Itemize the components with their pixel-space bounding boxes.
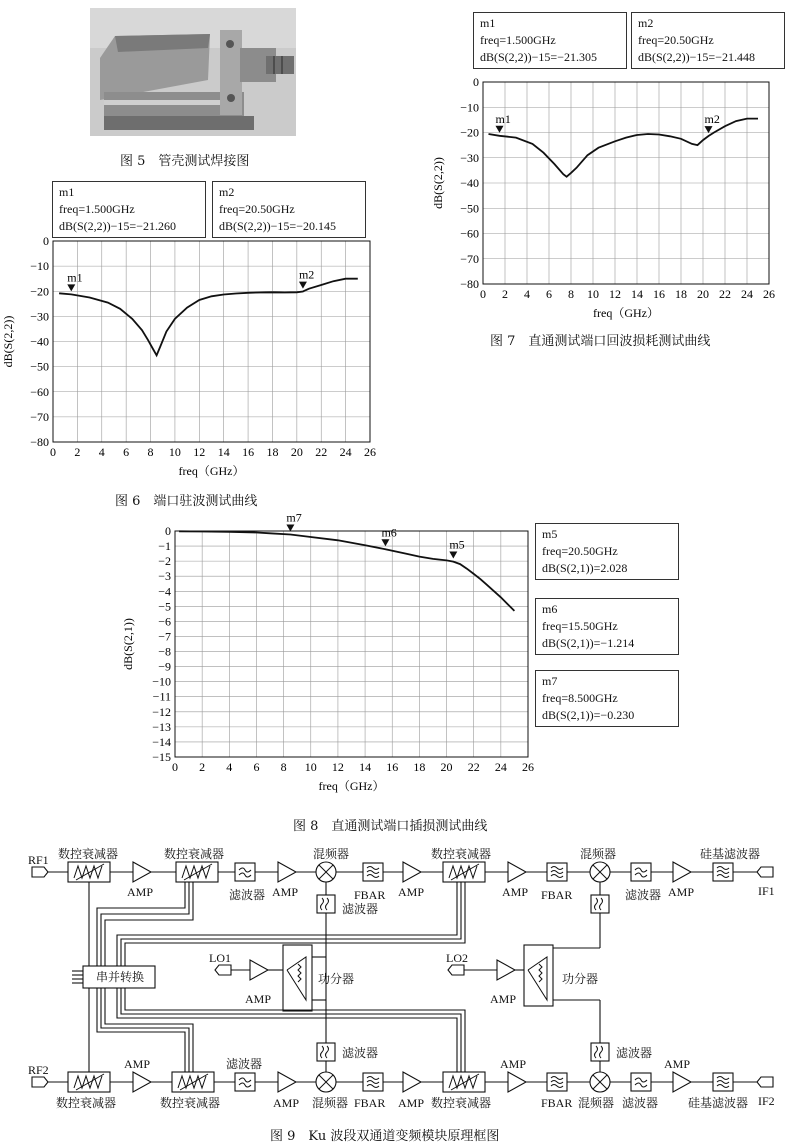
ch1-amp-2 xyxy=(278,862,296,882)
marker-value: dB(S(2,1))=−1.214 xyxy=(542,636,635,650)
x-axis-label: freq（GHz） xyxy=(178,464,245,478)
x-tick-label: 4 xyxy=(226,760,233,774)
ch2-fbar-1-label: FBAR xyxy=(354,1096,386,1110)
ch1-lo-filter-1-label: 滤波器 xyxy=(342,902,379,916)
x-tick-label: 18 xyxy=(675,287,687,301)
y-tick-label: −40 xyxy=(30,334,49,349)
ch2-atten-3-label: 数控衰减器 xyxy=(431,1096,492,1110)
lo2-splitter xyxy=(524,945,553,1006)
marker-freq: freq=20.50GHz xyxy=(638,33,714,47)
fig5-caption: 图 5 管壳测试焊接图 xyxy=(120,154,250,169)
ch2-lo-filter-2-label: 滤波器 xyxy=(616,1046,653,1060)
x-tick-label: 4 xyxy=(98,445,105,459)
marker-freq: freq=1.500GHz xyxy=(59,202,135,216)
fig8-chart xyxy=(0,505,560,815)
y-tick-label: −10 xyxy=(30,259,49,274)
x-tick-label: 26 xyxy=(522,760,534,774)
marker-label: m6 xyxy=(381,525,397,540)
x-tick-label: 24 xyxy=(741,287,753,301)
ch2-mixer-2-label: 混频器 xyxy=(578,1096,615,1110)
marker-value: dB(S(2,2))−15=−21.448 xyxy=(638,50,755,64)
ch1-amp-5-label: AMP xyxy=(668,885,695,899)
x-tick-label: 0 xyxy=(480,287,486,301)
y-tick-label: −20 xyxy=(30,284,49,299)
lo2-splitter-label: 功分器 xyxy=(562,972,599,986)
y-axis-label: dB(S(2,1)) xyxy=(121,618,135,670)
marker-label: m5 xyxy=(542,527,558,541)
marker-label: m2 xyxy=(638,16,654,30)
marker-label: m7 xyxy=(542,674,558,688)
y-tick-label: −7 xyxy=(158,629,171,644)
x-tick-label: 6 xyxy=(123,445,130,459)
plot-frame xyxy=(175,531,528,757)
if2-port-icon xyxy=(757,1077,773,1087)
x-tick-label: 22 xyxy=(719,287,731,301)
ch2-amp-4-label: AMP xyxy=(500,1057,527,1071)
fig6-chart xyxy=(0,230,400,490)
if2-label: IF2 xyxy=(758,1094,775,1108)
x-tick-label: 24 xyxy=(339,445,352,459)
marker-value: dB(S(2,2))−15=−20.145 xyxy=(219,219,336,233)
ch1-atten-2-label: 数控衰减器 xyxy=(164,847,225,861)
lo1-port-icon xyxy=(215,965,231,975)
marker-label: m2 xyxy=(298,267,315,282)
x-tick-label: 16 xyxy=(653,287,665,301)
ch2-atten-1-label: 数控衰减器 xyxy=(56,1096,117,1110)
ch1-mixer-1-label: 混频器 xyxy=(313,847,350,861)
x-axis-label: freq（GHz） xyxy=(318,779,385,793)
ch2-si-filter-label: 硅基滤波器 xyxy=(688,1096,749,1110)
x-tick-label: 8 xyxy=(147,445,154,459)
y-tick-label: −14 xyxy=(152,734,171,749)
ch1-amp-4-label: AMP xyxy=(502,885,529,899)
ch2-amp-1 xyxy=(133,1072,151,1092)
x-tick-label: 6 xyxy=(546,287,552,301)
marker-triangle xyxy=(705,126,713,133)
x-tick-label: 6 xyxy=(253,760,260,774)
ch1-atten-3-label: 数控衰减器 xyxy=(431,847,492,861)
ch2-lo-filter-1 xyxy=(317,1043,335,1061)
fig6-caption: 图 6 端口驻波测试曲线 xyxy=(115,494,258,509)
ch2-filter-1-label: 滤波器 xyxy=(226,1057,263,1071)
ch1-filter-2-label: 滤波器 xyxy=(625,888,662,902)
y-tick-label: −60 xyxy=(460,226,479,241)
x-tick-label: 0 xyxy=(172,760,178,774)
marker-freq: freq=8.500GHz xyxy=(542,691,618,705)
x-tick-label: 16 xyxy=(242,445,255,459)
y-tick-label: −8 xyxy=(158,644,171,659)
marker-value: dB(S(2,2))−15=−21.305 xyxy=(480,50,597,64)
x-tick-label: 20 xyxy=(440,760,453,774)
marker-label: m1 xyxy=(480,16,496,30)
marker-value: dB(S(2,1))=−0.230 xyxy=(542,708,635,722)
ch1-amp-4 xyxy=(508,862,526,882)
y-tick-label: −50 xyxy=(460,201,479,216)
ch1-lo-filter-2 xyxy=(591,895,609,913)
marker-label: m2 xyxy=(704,112,720,127)
y-tick-label: −60 xyxy=(30,384,49,399)
ch1-amp-2-label: AMP xyxy=(272,885,299,899)
ch1-mixer-2-label: 混频器 xyxy=(580,847,617,861)
ch1-amp-1 xyxy=(133,862,151,882)
y-tick-label: −5 xyxy=(158,599,171,614)
y-tick-label: −50 xyxy=(30,359,49,374)
ch1-filter-2 xyxy=(631,863,651,881)
x-tick-label: 4 xyxy=(524,287,530,301)
x-tick-label: 10 xyxy=(304,760,317,774)
marker-triangle xyxy=(286,524,294,531)
lo2-amp xyxy=(497,960,515,980)
x-tick-label: 12 xyxy=(609,287,621,301)
x-tick-label: 16 xyxy=(386,760,399,774)
lo2-amp-label: AMP xyxy=(490,992,517,1006)
y-tick-label: −13 xyxy=(152,719,171,734)
x-tick-label: 2 xyxy=(199,760,206,774)
ch2-mixer-1-label: 混频器 xyxy=(312,1096,349,1110)
x-tick-label: 12 xyxy=(331,760,344,774)
x-tick-label: 14 xyxy=(217,445,230,459)
marker-label: m1 xyxy=(67,270,83,285)
y-tick-label: −4 xyxy=(158,584,171,599)
lo1-amp xyxy=(250,960,268,980)
ch2-amp-4 xyxy=(508,1072,526,1092)
y-tick-label: −20 xyxy=(460,125,479,140)
y-axis-label: dB(S(2,2)) xyxy=(1,315,15,368)
if1-label: IF1 xyxy=(758,884,775,898)
y-tick-label: −10 xyxy=(152,674,171,689)
fig7-caption: 图 7 直通测试端口回波损耗测试曲线 xyxy=(490,334,711,349)
serial-parallel-label: 串并转换 xyxy=(96,970,145,984)
ch2-amp-2 xyxy=(278,1072,296,1092)
lo1-splitter xyxy=(283,945,312,1011)
y-tick-label: −9 xyxy=(158,659,171,674)
marker-label: m7 xyxy=(286,510,302,525)
marker-triangle xyxy=(449,552,457,559)
x-tick-label: 20 xyxy=(697,287,709,301)
lo1-amp-label: AMP xyxy=(245,992,272,1006)
ch1-filter-1-label: 滤波器 xyxy=(229,888,266,902)
rf2-label: RF2 xyxy=(28,1063,49,1077)
x-tick-label: 12 xyxy=(193,445,206,459)
marker-freq: freq=1.500GHz xyxy=(480,33,556,47)
y-tick-label: −10 xyxy=(460,100,479,115)
ch1-atten-1-label: 数控衰减器 xyxy=(58,847,119,861)
ch2-filter-2-label: 滤波器 xyxy=(622,1096,659,1110)
marker-value: dB(S(2,2))−15=−21.260 xyxy=(59,219,176,233)
y-tick-label: −2 xyxy=(158,554,171,569)
ch1-filter-1 xyxy=(235,863,255,881)
ch1-amp-5 xyxy=(673,862,691,882)
x-tick-label: 14 xyxy=(359,760,372,774)
marker-label: m1 xyxy=(59,185,75,199)
lo2-label: LO2 xyxy=(446,951,468,965)
y-tick-label: −70 xyxy=(30,409,49,424)
y-tick-label: 0 xyxy=(43,234,49,248)
marker-triangle xyxy=(496,126,504,133)
marker-triangle xyxy=(299,282,307,289)
ch2-amp-2-label: AMP xyxy=(273,1096,300,1110)
marker-value: dB(S(2,1))=2.028 xyxy=(542,561,628,575)
lo1-splitter-label: 功分器 xyxy=(318,972,355,986)
y-tick-label: −11 xyxy=(152,689,171,704)
ch2-filter-1 xyxy=(235,1073,255,1091)
x-tick-label: 2 xyxy=(502,287,508,301)
ch2-lo-filter-1-label: 滤波器 xyxy=(342,1046,379,1060)
marker-label: m5 xyxy=(449,537,465,552)
ch2-fbar-2-label: FBAR xyxy=(541,1096,573,1110)
series-line xyxy=(59,279,358,356)
ch1-amp-3-label: AMP xyxy=(398,885,425,899)
ch2-amp-3-label: AMP xyxy=(398,1096,425,1110)
ch2-filter-2 xyxy=(631,1073,651,1091)
marker-label: m1 xyxy=(495,111,511,126)
x-axis-label: freq（GHz） xyxy=(593,306,659,320)
x-tick-label: 10 xyxy=(587,287,599,301)
ch1-amp-3 xyxy=(403,862,421,882)
x-tick-label: 18 xyxy=(413,760,426,774)
y-tick-label: −15 xyxy=(152,750,171,764)
y-tick-label: −1 xyxy=(158,539,171,554)
ch2-amp-5 xyxy=(673,1072,691,1092)
rf2-port-icon xyxy=(32,1077,48,1087)
rf1-label: RF1 xyxy=(28,853,49,867)
ch1-amp-1-label: AMP xyxy=(127,885,154,899)
x-tick-label: 14 xyxy=(631,287,643,301)
ch2-amp-3 xyxy=(403,1072,421,1092)
ch1-si-filter-label: 硅基滤波器 xyxy=(700,847,761,861)
fig9-block-diagram xyxy=(0,840,800,1120)
marker-freq: freq=20.50GHz xyxy=(219,202,295,216)
y-tick-label: 0 xyxy=(165,524,171,538)
x-tick-label: 0 xyxy=(50,445,56,459)
x-tick-label: 10 xyxy=(168,445,181,459)
x-tick-label: 18 xyxy=(266,445,279,459)
x-tick-label: 2 xyxy=(74,445,81,459)
x-tick-label: 26 xyxy=(763,287,775,301)
marker-triangle xyxy=(67,284,75,291)
y-tick-label: −12 xyxy=(152,704,171,719)
y-tick-label: −30 xyxy=(460,150,479,165)
ch2-amp-1-label: AMP xyxy=(124,1057,151,1071)
y-tick-label: −30 xyxy=(30,309,49,324)
y-tick-label: −70 xyxy=(460,251,479,266)
ch2-atten-2-label: 数控衰减器 xyxy=(160,1096,221,1110)
y-tick-label: −80 xyxy=(460,277,479,291)
ch1-lo-filter-1 xyxy=(317,895,335,913)
y-tick-label: 0 xyxy=(473,75,479,89)
x-tick-label: 24 xyxy=(494,760,507,774)
y-tick-label: −80 xyxy=(30,435,49,449)
lo1-label: LO1 xyxy=(209,951,231,965)
y-tick-label: −40 xyxy=(460,176,479,190)
fig8-caption: 图 8 直通测试端口插损测试曲线 xyxy=(293,819,488,834)
y-tick-label: −6 xyxy=(158,614,171,629)
marker-label: m2 xyxy=(219,185,235,199)
ch1-fbar-1-label: FBAR xyxy=(354,888,386,902)
lo2-port-icon xyxy=(448,965,464,975)
series-line xyxy=(489,119,759,177)
marker-label: m6 xyxy=(542,602,558,616)
ch2-amp-5-label: AMP xyxy=(664,1057,691,1071)
x-tick-label: 8 xyxy=(568,287,574,301)
ch1-fbar-2-label: FBAR xyxy=(541,888,573,902)
marker-freq: freq=20.50GHz xyxy=(542,544,618,558)
x-tick-label: 20 xyxy=(290,445,303,459)
y-tick-label: −3 xyxy=(158,569,171,584)
marker-freq: freq=15.50GHz xyxy=(542,619,618,633)
x-tick-label: 26 xyxy=(364,445,376,459)
ch2-lo-filter-2 xyxy=(591,1043,609,1061)
rf1-port-icon xyxy=(32,867,48,877)
x-tick-label: 8 xyxy=(280,760,287,774)
x-tick-label: 22 xyxy=(467,760,480,774)
x-tick-label: 22 xyxy=(315,445,328,459)
marker-triangle xyxy=(381,539,389,546)
y-axis-label: dB(S(2,2)) xyxy=(431,157,445,209)
if1-port-icon xyxy=(757,867,773,877)
fig9-caption: 图 9 Ku 波段双通道变频模块原理框图 xyxy=(270,1129,500,1144)
